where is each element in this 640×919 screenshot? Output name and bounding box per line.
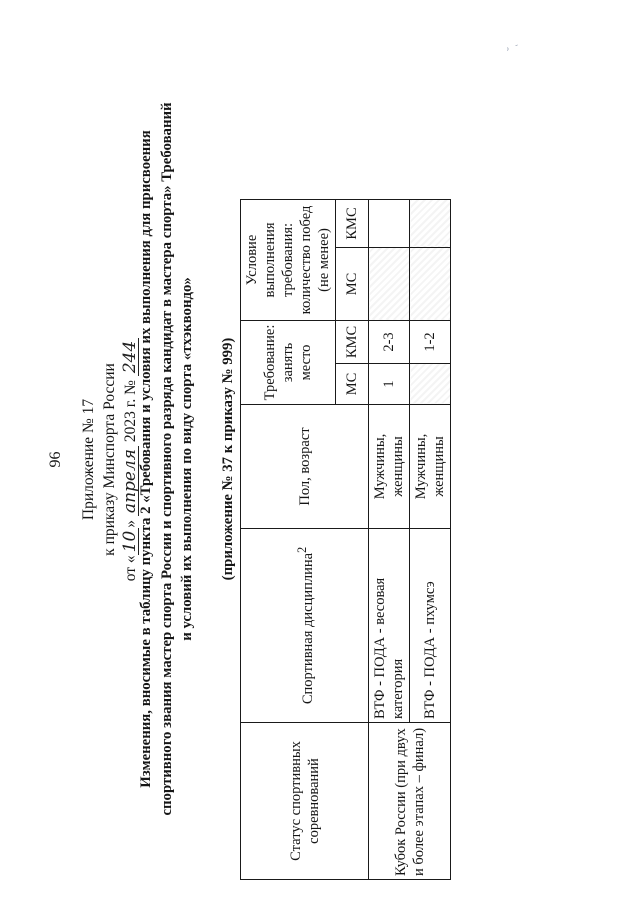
appendix-number: Приложение № 17: [80, 398, 97, 521]
appendix-order-ref: к приказу Минспорта России: [101, 363, 118, 556]
date-year: 2023 г. №: [122, 380, 139, 443]
discipline-cell: ВТФ - ПОДА - весовая категория: [369, 529, 410, 723]
header-discipline-text: Спортивная дисциплина: [299, 552, 316, 705]
wins-kms-cell: [369, 199, 410, 247]
handwritten-month: апреля: [123, 446, 139, 516]
header-wins-kms: КМС: [336, 199, 369, 247]
requirements-table: [240, 199, 451, 880]
place-ms-cell: 1: [369, 364, 410, 405]
header-status: Статус спортивных соревнований: [241, 723, 369, 880]
title-line-1: Изменения, вносимые в таблицу пункта 2 «Требования и условия их выполнения для присвоения: [138, 130, 154, 788]
title-line-2: спортивного звания мастер спорта России и спортивного разряда кандидат в мастера спорта» Требований: [158, 102, 175, 816]
wins-ms-cell: [410, 247, 451, 320]
title-line-3b: (приложение № 37 к приказу № 999): [220, 337, 236, 581]
header-place-requirement: Требование: занять место: [241, 320, 336, 404]
gender-cell: Мужчины, женщины: [369, 405, 410, 529]
header-discipline-footnote: 2: [294, 546, 309, 553]
scan-mark: ˘ͺ: [504, 43, 518, 51]
wins-ms-cell: [369, 247, 410, 320]
page-number: 96: [47, 451, 64, 468]
header-place-ms: МС: [336, 364, 369, 405]
handwritten-day: 10: [123, 528, 139, 556]
document-title: [136, 59, 239, 859]
header-row-1: [241, 199, 336, 879]
competition-status-cell: Кубок России (при двух и более этапах – финал): [369, 723, 451, 880]
discipline-cell: ВТФ - ПОДА - пхумсэ: [410, 529, 451, 723]
date-mid: »: [122, 519, 139, 528]
place-ms-cell: [410, 364, 451, 405]
header-discipline: [241, 529, 369, 723]
appendix-header: [78, 0, 141, 919]
gender-cell: Мужчины, женщины: [410, 405, 451, 529]
handwritten-order-number: 244: [123, 338, 139, 376]
wins-kms-cell: [410, 199, 451, 247]
table-row: [369, 199, 410, 879]
header-gender-age: Пол, возраст: [241, 405, 369, 529]
header-place-kms: КМС: [336, 320, 369, 363]
place-kms-cell: 1-2: [410, 320, 451, 363]
title-line-3a: и условий их выполнения по виду спорта «тхэквондо»: [179, 277, 195, 641]
place-kms-cell: 2-3: [369, 320, 410, 363]
date-prefix: от «: [122, 555, 139, 582]
header-wins-condition: Условие выполнения требования: количество побед (не менее): [241, 199, 336, 320]
header-wins-ms: МС: [336, 247, 369, 320]
title-line-3: [177, 59, 239, 859]
